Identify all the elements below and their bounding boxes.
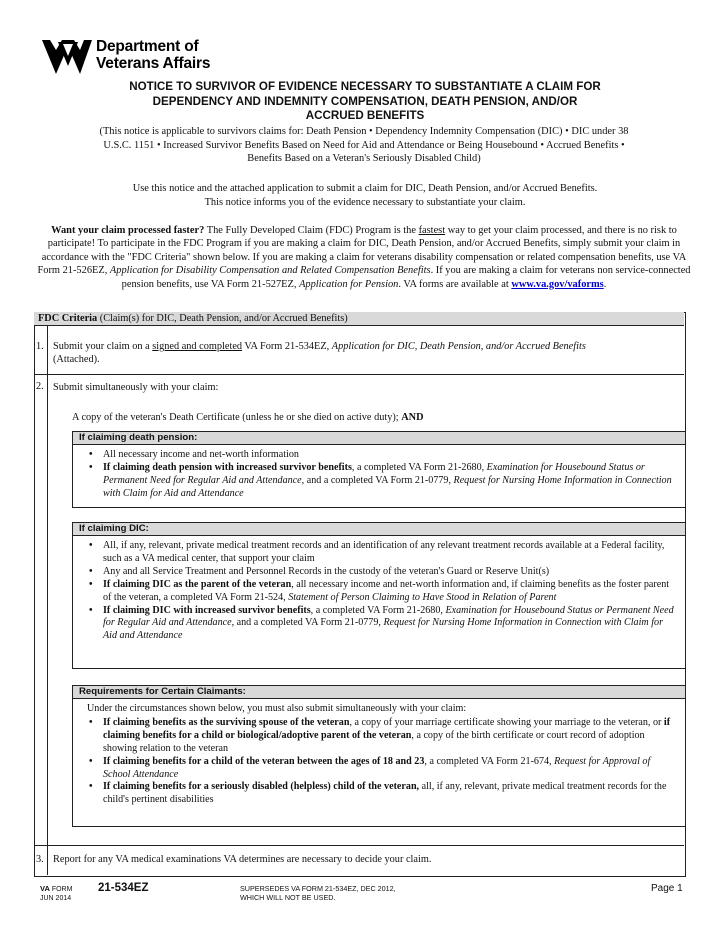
- death-pension-item-1: • All necessary income and net-worth information: [103, 449, 677, 462]
- row-1-form-title: Application for DIC, Death Pension, and/or Accrued Benefits: [331, 341, 586, 352]
- fdc-fastest: fastest: [418, 225, 446, 236]
- row-2-number: 2.: [36, 381, 44, 392]
- row-1-a: Submit your claim on a: [53, 341, 153, 352]
- dic-item-3: [103, 579, 677, 605]
- fdc-text-4: . VA forms are available at: [398, 278, 512, 290]
- row-2-text: Submit simultaneously with your claim:: [53, 382, 219, 393]
- dp2-form-0779: Request for Nursing Home Information in Connection with Claim for Aid and Attendance: [103, 474, 672, 499]
- va-seal-icon: [38, 36, 94, 78]
- death-certificate-line: [72, 411, 672, 424]
- use-line-2: This notice informs you of the evidence necessary to substantiate your claim.: [204, 196, 526, 208]
- fdc-text-1: The Fully Developed Claim (FDC) Program is the: [204, 225, 419, 236]
- dp2-form-2680: Examination for Housebound Status or Permanent Need for Regular Aid and Attendance: [103, 461, 645, 486]
- row-1-c: (Attached).: [53, 354, 100, 365]
- dic-item-1: • All, if any, relevant, private medical treatment records and an identification of any relevant treatment records available at a Federal facility, such as a VA medical center, that support your claim: [103, 540, 677, 566]
- row-1-b: VA Form 21-534EZ,: [242, 341, 332, 352]
- requirements-intro: Under the circumstances shown below, you must also submit simultaneously with your claim:: [87, 703, 467, 714]
- applies-line-1: (This notice is applicable to survivors claims for: Death Pension • Dependency Indemnity Compensation (DIC) • DIC under 38: [99, 126, 629, 137]
- row-3-number: 3.: [36, 854, 44, 865]
- fdc-text-3: . If you are making a claim for veterans non service-connected pension benefits, use VA Form 21-527EZ,: [121, 265, 691, 290]
- title-line-1: NOTICE TO SURVIVOR OF EVIDENCE NECESSARY TO SUBSTANTIATE A CLAIM FOR: [129, 80, 601, 93]
- dic4-bold: If claiming DIC with increased survivor benefits: [103, 604, 311, 616]
- req2-a: , a completed VA Form 21-674,: [424, 755, 555, 767]
- row-1-text: [53, 340, 613, 366]
- row-1-number: 1.: [36, 341, 44, 352]
- dic-item-4: [103, 605, 677, 644]
- criteria-header: [34, 312, 684, 326]
- footer-page-number: Page 1: [651, 883, 683, 894]
- dic3-a: , all necessary income and net-worth information and, if claiming benefits as the foster parent of the veteran, a completed VA Form 21-524,: [103, 578, 670, 603]
- death-pension-item-2: [103, 462, 677, 501]
- req1-bold: If claiming benefits as the surviving spouse of the veteran: [103, 716, 350, 728]
- death-pension-header: If claiming death pension:: [73, 432, 685, 445]
- row-3-text: Report for any VA medical examinations VA determines are necessary to decide your claim.: [53, 854, 432, 865]
- death-pension-list: [73, 445, 685, 503]
- requirements-header: Requirements for Certain Claimants:: [73, 686, 685, 699]
- dic3-form-524: Statement of Person Claiming to Have Stood in Relation of Parent: [288, 591, 557, 603]
- fdc-text-5: .: [603, 278, 607, 290]
- footer-va-form: [40, 884, 72, 903]
- va-logo: [38, 36, 238, 80]
- req1-b: , a copy of the birth certificate or court record of adoption showing relation to the veteran: [103, 729, 645, 754]
- req2-form-674: Request for Approval of School Attendance: [103, 755, 651, 780]
- use-notice: [60, 182, 670, 209]
- number-column-divider: [47, 326, 48, 875]
- use-line-1: Use this notice and the attached application to submit a claim for DIC, Death Pension, and/or Accrued Benefits.: [132, 183, 598, 194]
- criteria-header-bold: FDC Criteria: [38, 313, 98, 324]
- footer-va-line: [40, 884, 72, 894]
- footer-date: JUN 2014: [40, 895, 72, 902]
- footer-supersedes-1: SUPERSEDES VA FORM 21-534EZ, DEC 2012,: [240, 884, 396, 893]
- dic4-a: , a completed VA Form 21-2680,: [310, 604, 446, 616]
- req3-a: all, if any, relevant, private medical treatment records for the child's pertinent disabilities: [103, 781, 667, 806]
- dic-header: If claiming DIC:: [73, 523, 685, 536]
- footer-supersedes: [240, 884, 396, 902]
- requirements-box: [72, 685, 686, 827]
- and-word: AND: [401, 412, 424, 423]
- form-526-title: Application for Disability Compensation and Related Compensation Benefits: [109, 265, 431, 277]
- fdc-paragraph: [30, 224, 698, 291]
- title-line-2: DEPENDENCY AND INDEMNITY COMPENSATION, DEATH PENSION, AND/OR: [152, 94, 578, 108]
- footer-form-number: 21-534EZ: [98, 882, 149, 894]
- title-line-3: ACCRUED BENEFITS: [305, 109, 425, 122]
- dic-list: [73, 536, 685, 645]
- footer-supersedes-2: WHICH WILL NOT BE USED.: [240, 893, 336, 902]
- dept-line-2: Veterans Affairs: [96, 55, 211, 72]
- req3-bold: If claiming benefits for a seriously disabled (helpless) child of the veteran,: [103, 781, 420, 793]
- criteria-header-rest: (Claim(s) for DIC, Death Pension, and/or Accrued Benefits): [97, 313, 348, 324]
- requirement-item-1: [103, 717, 677, 756]
- va-forms-link[interactable]: www.va.gov/vaforms: [511, 278, 604, 290]
- form-527-title: Application for Pension: [299, 278, 399, 290]
- row-divider-2: [34, 845, 684, 846]
- notice-title: [60, 80, 670, 124]
- dic4-b: , and a completed VA Form 21-0779,: [231, 617, 384, 629]
- requirement-item-2: [103, 756, 677, 782]
- applies-line-3: Benefits Based on a Veteran's Seriously Disabled Child): [247, 153, 481, 164]
- dic4-form-2680: Examination for Housebound Status or Permanent Need for Regular Aid and Attendance: [103, 604, 674, 629]
- dp2-b: , and a completed VA Form 21-0779,: [301, 474, 454, 486]
- footer-va: VA: [40, 884, 50, 893]
- dic-box: [72, 522, 686, 669]
- department-name: [96, 38, 210, 72]
- dp2-a: , a completed VA Form 21-2680,: [351, 461, 487, 473]
- fdc-text-2: way to get your claim processed, and there is no risk to participate! To participate in the FDC Program if you are making a claim for DIC, Death Pension, and/or Accrued Benefits, simply submit your claim in accordance with the "FDC Criteria" shown below. If you are making a claim for veterans disability compensation or related compensation benefits, use VA Form 21-526EZ,: [37, 225, 687, 277]
- requirements-list: [73, 716, 685, 809]
- requirement-item-3: [103, 781, 677, 807]
- row-1-underlined: signed and completed: [152, 341, 243, 352]
- applies-line-2: U.S.C. 1151 • Increased Survivor Benefits Based on Need for Aid and Attendance or Being Housebound • Accrued Benefits •: [103, 139, 625, 151]
- death-pension-box: [72, 431, 686, 508]
- dic-item-2: • Any and all Service Treatment and Personnel Records in the custody of the veteran's Guard or Reserve Unit(s): [103, 566, 677, 579]
- dic3-bold: If claiming DIC as the parent of the veteran: [103, 578, 292, 590]
- footer-form-word: FORM: [51, 886, 73, 893]
- death-certificate-text: A copy of the veteran's Death Certificate (unless he or she died on active duty);: [72, 412, 402, 423]
- applicability-note: [46, 125, 682, 166]
- dic4-form-0779: Request for Nursing Home Information in Connection with Claim for Aid and Attendance: [103, 617, 663, 642]
- fdc-lead: Want your claim processed faster?: [51, 225, 205, 236]
- dp2-bold: If claiming death pension with increased survivor benefits: [103, 461, 352, 473]
- row-divider-1: [34, 374, 684, 375]
- dept-line-1: Department of: [96, 38, 199, 55]
- req1-a: , a copy of your marriage certificate showing your marriage to the veteran, or: [349, 716, 664, 728]
- req2-bold: If claiming benefits for a child of the veteran between the ages of 18 and 23: [103, 755, 425, 767]
- req1-bold-2: if claiming benefits for a child or biological/adoptive parent of the veteran: [103, 716, 671, 741]
